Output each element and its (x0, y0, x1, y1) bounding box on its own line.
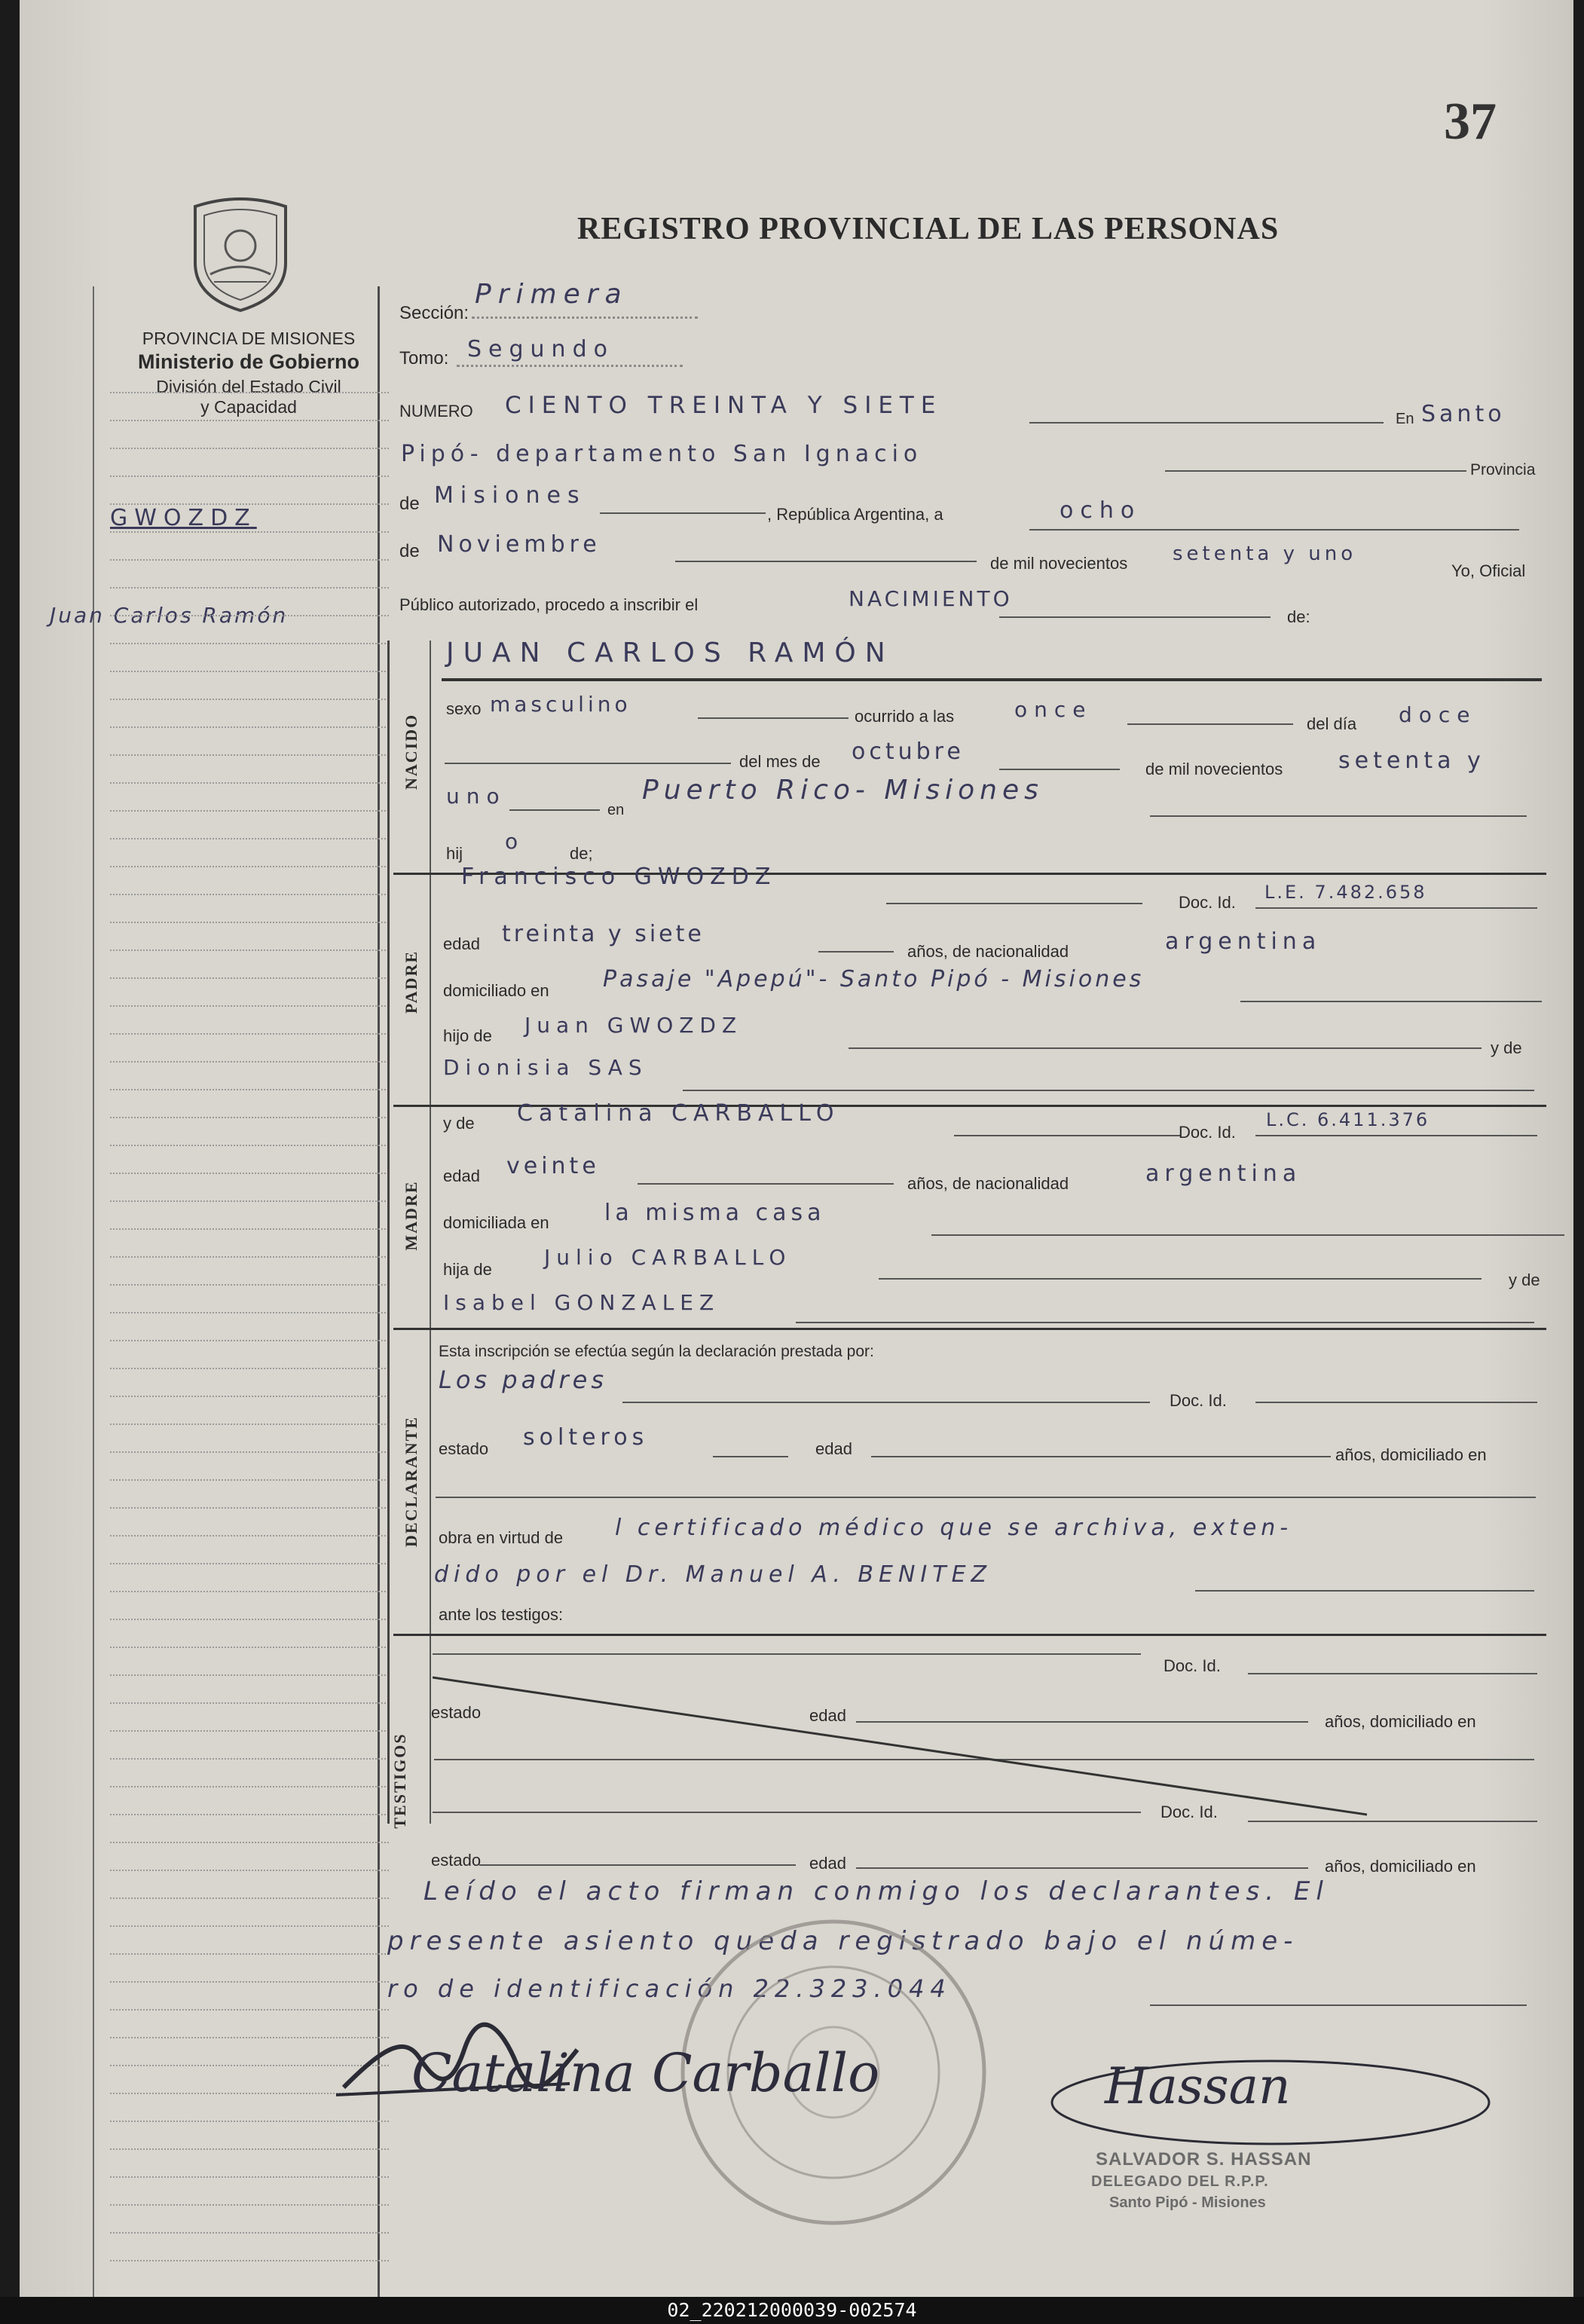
section-rule (387, 641, 390, 1824)
provincial-seal-icon (180, 191, 301, 312)
padre-padre-value: Juan GWOZDZ (524, 1013, 743, 1038)
margin-ruled-line (110, 643, 389, 644)
declarante-line (622, 1402, 1150, 1403)
padre-madre-value: Dionisia SAS (443, 1055, 648, 1080)
margin-ruled-line (110, 1200, 389, 1202)
madre-edad-value: veinte (506, 1153, 600, 1179)
testigo2-edad-label: edad (809, 1854, 846, 1873)
margin-names: Juan Carlos Ramón (50, 603, 289, 628)
padre-doc-value: L.E. 7.482.658 (1264, 882, 1427, 903)
province-line (600, 512, 766, 514)
madre-edad-line (638, 1183, 894, 1185)
margin-ruled-line (110, 1953, 389, 1955)
margin-ruled-line (110, 977, 389, 979)
testigo1-edad-label: edad (809, 1706, 846, 1725)
section-label-testigos: TESTIGOS (390, 1732, 409, 1829)
margin-ruled-line (110, 1814, 389, 1815)
testigo1-name-line (433, 1653, 1141, 1655)
declarante-estado-value: solteros (523, 1424, 649, 1451)
margin-ruled-line (110, 1925, 389, 1927)
hora-line (1127, 723, 1293, 725)
padre-hijo-label: hijo de (443, 1026, 492, 1045)
padre-edad-value: treinta y siete (502, 921, 705, 947)
margin-ruled-line (110, 1284, 389, 1286)
margin-ruled-line (110, 1842, 389, 1843)
publico-label: Público autorizado, procedo a inscribir el (399, 595, 699, 614)
testigos-strike-line (433, 1674, 1367, 1818)
margin-ruled-line (110, 1340, 389, 1341)
margin-ruled-line (110, 531, 389, 533)
margin-ruled-line (110, 754, 389, 756)
del-dia-label: del día (1307, 714, 1357, 733)
madre-madre-value: Isabel GONZALEZ (443, 1290, 720, 1315)
madre-doc-label: Doc. Id. (1179, 1123, 1236, 1142)
madre-anios-label: años, de nacionalidad (907, 1174, 1069, 1193)
declarante-value: Los padres (439, 1365, 607, 1394)
seccion-value: Primera (475, 279, 628, 310)
testigo2-doc-line (1248, 1821, 1537, 1822)
madre-domicilio-line (931, 1234, 1564, 1236)
seccion-label: Sección: (399, 303, 469, 323)
act-value: NACIMIENTO (849, 586, 1013, 611)
tomo-line (457, 365, 683, 367)
hij-value: o (505, 829, 525, 854)
margin-ruled-line (110, 810, 389, 812)
madre-padre-value: Julio CARBALLO (544, 1245, 792, 1270)
margin-ruled-line (110, 2232, 389, 2234)
declarante-edad-line (871, 1456, 1331, 1457)
margin-ruled-line (110, 1451, 389, 1453)
month-value: Noviembre (437, 531, 601, 558)
section-label-declarante: DECLARANTE (402, 1415, 420, 1547)
mes-label: del mes de (739, 752, 821, 771)
padre-edad-label: edad (443, 934, 480, 953)
margin-ruled-line (110, 1786, 389, 1787)
testigo2-estado-line (479, 1864, 796, 1866)
padre-name-line (886, 903, 1142, 904)
margin-ruled-line (110, 2176, 389, 2178)
testigo1-anios-label: años, domiciliado en (1325, 1712, 1476, 1731)
margin-ruled-line (110, 1228, 389, 1230)
section-inner-rule (430, 641, 431, 1824)
margin-ruled-line (110, 1061, 389, 1063)
testigo1-estado-label: estado (431, 1703, 482, 1722)
testigo2-edad-line (856, 1867, 1308, 1869)
declarante-estado-line (713, 1456, 788, 1457)
seccion-line (472, 316, 698, 319)
declarante-doc-label: Doc. Id. (1170, 1391, 1227, 1410)
en-label: En (1396, 411, 1414, 427)
madre-name-line (954, 1135, 1180, 1136)
testigo2-anios-label: años, domiciliado en (1325, 1857, 1476, 1876)
padre-domicilio-line (1240, 1001, 1542, 1002)
madre-name: Catalina CARBALLO (517, 1100, 840, 1127)
left-border (93, 286, 94, 2313)
testigo2-doc-label: Doc. Id. (1160, 1803, 1218, 1821)
madre-doc-value: L.C. 6.411.376 (1266, 1109, 1430, 1130)
de3-label: de: (1287, 607, 1310, 626)
declarante-signature: Catalina Carballo (411, 2042, 880, 2104)
margin-ruled-line (110, 1145, 389, 1146)
footer-id-bar: 02_220212000039-002574 (0, 2297, 1584, 2324)
closing-line-2: presente asiento queda registrado bajo el núme- (387, 1926, 1299, 1956)
madre-hija-line (879, 1278, 1482, 1280)
anio-value-a: setenta y (1338, 748, 1485, 774)
official-signature: Hassan (1105, 2057, 1291, 2115)
closing-line-1: Leído el acto firman conmigo los declarantes. El (424, 1876, 1329, 1907)
margin-ruled-line (110, 1870, 389, 1871)
anio-line (509, 809, 600, 811)
tomo-label: Tomo: (399, 348, 449, 368)
sexo-line (698, 717, 849, 719)
padre-hijo-line (849, 1047, 1482, 1049)
margin-ruled-line (110, 503, 389, 505)
padre-nacionalidad-value: argentina (1165, 928, 1322, 955)
padre-domicilio-value: Pasaje "Apepú"- Santo Pipó - Misiones (603, 966, 1145, 992)
madre-domicilio-value: la misma casa (604, 1200, 826, 1226)
declarante-obra-label: obra en virtud de (439, 1528, 564, 1547)
mes-pre-line (445, 763, 731, 764)
hij-de-label: de; (570, 844, 593, 863)
margin-ruled-line (110, 615, 389, 616)
tomo-value: Segundo (467, 336, 614, 362)
margin-ruled-line (110, 1702, 389, 1704)
nacido-name: JUAN CARLOS RAMÓN (446, 638, 894, 668)
section-label-nacido: NACIDO (402, 713, 420, 790)
margin-ruled-line (110, 559, 389, 561)
capacity-label: y Capacidad (200, 397, 297, 417)
margin-ruled-line (110, 1897, 389, 1899)
numero-line (1029, 422, 1384, 424)
lugar-line (1150, 815, 1527, 817)
padre-name: Francisco GWOZDZ (461, 864, 777, 890)
republica-label: , República Argentina, a (767, 505, 943, 524)
margin-ruled-line (110, 894, 389, 895)
madre-domicilio-label: domiciliada en (443, 1213, 549, 1232)
authority-block (98, 329, 399, 417)
margin-ruled-line (110, 1368, 389, 1369)
margin-ruled-line (110, 420, 389, 421)
closing-line-3-rule (1150, 2004, 1527, 2006)
de-label: de (399, 494, 420, 514)
closing-line-3: ro de identificación 22.323.044 (387, 1974, 952, 2003)
division-label: División del Estado Civil (156, 377, 341, 396)
madre-nacionalidad-value: argentina (1145, 1160, 1302, 1187)
testigo2-estado-label: estado (431, 1851, 482, 1870)
margin-ruled-line (110, 1256, 389, 1258)
margin-ruled-line (110, 866, 389, 867)
place-line (1165, 470, 1466, 472)
dia-value: doce (1399, 702, 1477, 727)
declarante-bottom-rule (393, 1634, 1546, 1636)
margin-ruled-line (110, 726, 389, 728)
official-name-stamp: SALVADOR S. HASSAN (1096, 2149, 1312, 2170)
margin-ruled-line (110, 949, 389, 951)
declarante-edad-label: edad (815, 1439, 852, 1458)
madre-madre-line (796, 1322, 1534, 1323)
province-value: Misiones (434, 482, 586, 509)
madre-y-de-label: y de (443, 1114, 475, 1133)
margin-ruled-line (110, 1647, 389, 1648)
madre-bottom-rule (393, 1328, 1546, 1330)
section-label-padre: PADRE (402, 949, 420, 1014)
margin-ruled-line (110, 1758, 389, 1760)
margin-ruled-line (110, 922, 389, 923)
margin-ruled-line (110, 1117, 389, 1118)
declarante-obra-value-a: l certificado médico que se archiva, exten- (615, 1515, 1293, 1541)
margin-surname: GWOZDZ (110, 505, 257, 531)
margin-ruled-line (110, 1423, 389, 1425)
sexo-value: masculino (490, 692, 631, 717)
margin-ruled-line (110, 587, 389, 589)
en-place-label: en (607, 802, 625, 818)
padre-anios-label: años, de nacionalidad (907, 942, 1069, 961)
oficial-label: Yo, Oficial (1451, 561, 1526, 580)
province-label: PROVINCIA DE MISIONES (142, 329, 356, 348)
official-place-stamp: Santo Pipó - Misiones (1109, 2194, 1266, 2211)
margin-ruled-line (110, 1005, 389, 1007)
sexo-label: sexo (446, 699, 482, 718)
ocurrido-label: ocurrido a las (855, 707, 955, 726)
madre-doc-line (1255, 1135, 1537, 1136)
mil-label: de mil novecientos (1145, 760, 1283, 778)
padre-doc-line (1255, 907, 1537, 909)
madre-edad-label: edad (443, 1167, 480, 1185)
numero-label: NUMERO (399, 402, 473, 420)
padre-doc-label: Doc. Id. (1179, 893, 1236, 912)
margin-ruled-line (110, 838, 389, 839)
page-number: 37 (1444, 93, 1497, 151)
declarante-obra-line (1195, 1590, 1534, 1592)
margin-ruled-line (110, 2148, 389, 2150)
margin-ruled-line (110, 476, 389, 477)
document-page (20, 0, 1573, 2297)
margin-ruled-line (110, 671, 389, 672)
declarante-domicilio-line (436, 1497, 1536, 1498)
margin-ruled-line (110, 1535, 389, 1537)
margin-ruled-line (110, 1479, 389, 1481)
day-line (1029, 529, 1519, 531)
padre-madre-line (683, 1090, 1534, 1091)
hora-value: once (1014, 697, 1093, 722)
testigos-label: ante los testigos: (439, 1605, 564, 1624)
numero-value: CIENTO TREINTA Y SIETE (505, 392, 943, 419)
margin-ruled-line (110, 1730, 389, 1732)
day-value: ocho (1060, 497, 1142, 524)
declarante-estado-label: estado (439, 1439, 489, 1458)
de2-label: de (399, 541, 420, 561)
declarante-doc-line (1255, 1402, 1537, 1403)
padre-y-de-label: y de (1491, 1038, 1522, 1057)
declarante-intro: Esta inscripción se efectúa según la declaración prestada por: (439, 1343, 874, 1360)
document-title: REGISTRO PROVINCIAL DE LAS PERSONAS (577, 212, 1280, 246)
madre-y-de2-label: y de (1509, 1271, 1540, 1289)
margin-ruled-line (110, 1089, 389, 1090)
section-label-madre: MADRE (402, 1180, 420, 1251)
margin-ruled-line (110, 2204, 389, 2206)
testigo1-doc-label: Doc. Id. (1164, 1656, 1221, 1675)
margin-ruled-line (110, 2260, 389, 2261)
hij-label: hij (446, 844, 463, 863)
year-value: setenta y uno (1173, 543, 1357, 565)
mes-value: octubre (852, 738, 965, 765)
act-line (999, 616, 1271, 618)
margin-ruled-line (110, 1033, 389, 1035)
margin-ruled-line (110, 1312, 389, 1313)
official-title-stamp: DELEGADO DEL R.P.P. (1091, 2173, 1269, 2190)
month-line (675, 561, 977, 562)
margin-ruled-line (110, 1396, 389, 1397)
padre-domicilio-label: domiciliado en (443, 981, 549, 1000)
margin-ruled-line (110, 1507, 389, 1509)
padre-edad-line (818, 951, 894, 953)
anio-value-b: uno (446, 784, 506, 809)
margin-ruled-line (110, 1981, 389, 1983)
margin-ruled-line (110, 448, 389, 449)
place-b-value: Pipó- departamento San Ignacio (401, 441, 923, 467)
mes-line (999, 769, 1120, 770)
margin-ruled-line (110, 699, 389, 700)
margin-ruled-line (110, 392, 389, 393)
margin-ruled-line (110, 1563, 389, 1564)
margin-ruled-line (110, 782, 389, 784)
year-label: de mil novecientos (990, 554, 1128, 573)
margin-ruled-line (110, 1591, 389, 1592)
declarante-obra-value-b: dido por el Dr. Manuel A. BENITEZ (434, 1561, 992, 1588)
lugar-value: Puerto Rico- Misiones (642, 775, 1044, 806)
nacido-name-line (442, 678, 1542, 681)
ministry-label: Ministerio de Gobierno (137, 350, 360, 373)
margin-ruled-line (110, 1619, 389, 1620)
declarante-anios-label: años, domiciliado en (1335, 1445, 1487, 1464)
official-signature-loop (1044, 2057, 1497, 2155)
madre-hija-label: hija de (443, 1260, 492, 1279)
margin-ruled-line (110, 1173, 389, 1174)
place-a-value: Santo (1421, 401, 1506, 427)
provincia-label: Provincia (1470, 461, 1536, 479)
margin-ruled-line (110, 1674, 389, 1676)
margin-ruled-line (110, 2121, 389, 2122)
